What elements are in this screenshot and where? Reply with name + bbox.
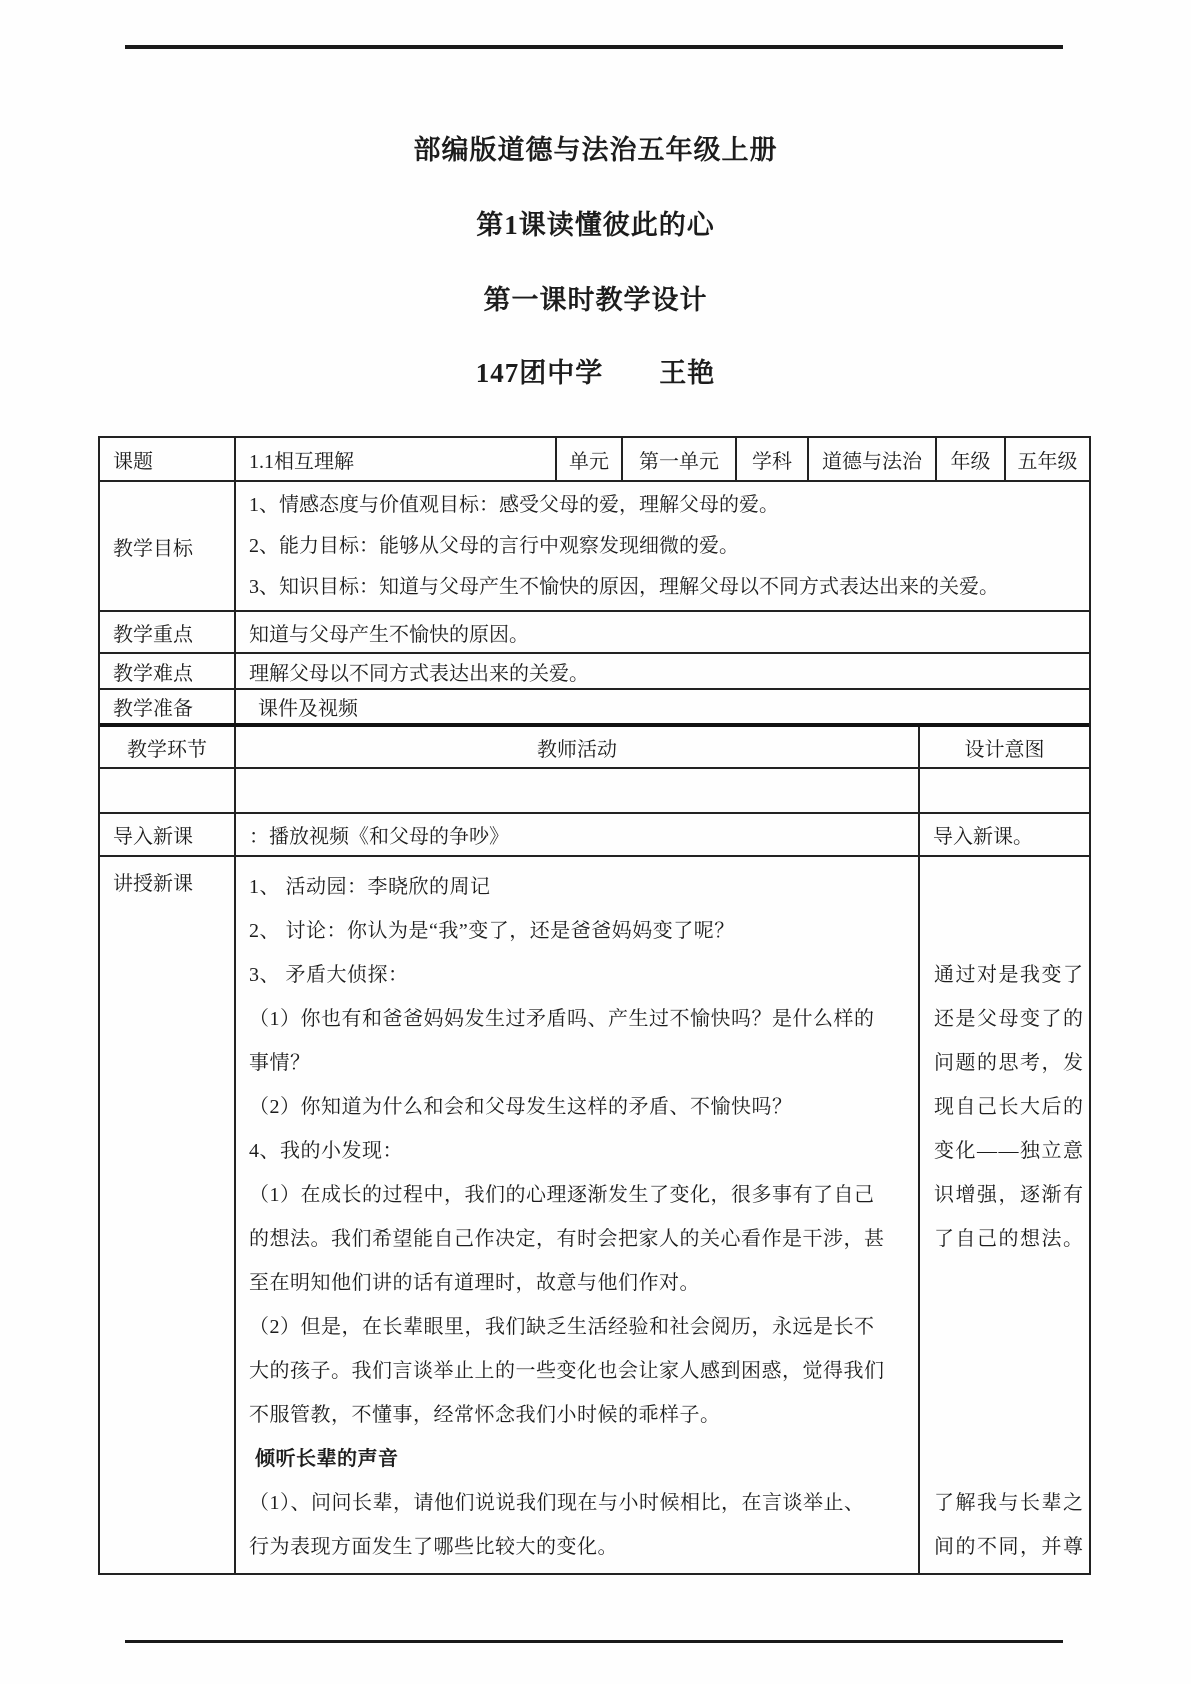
empty-activity-cell [234, 769, 918, 812]
teach-activity-lines [236, 857, 893, 1569]
topic-label: 课题 [113, 450, 153, 473]
empty-stage-cell [100, 769, 234, 812]
empty-intent-cell [918, 769, 1089, 812]
text-line: （1）你也有和爸爸妈妈发生过矛盾吗、产生过不愉快吗？是什么样的 [249, 1008, 875, 1030]
intro-activity: ：播放视频《和父母的争吵》 [234, 814, 918, 855]
text-line: （2）你知道为什么和会和父母发生这样的矛盾、不愉快吗？ [249, 1096, 793, 1118]
text-line: 3、知识目标：知道与父母产生不愉快的原因，理解父母以不同方式表达出来的关爱。 [249, 576, 999, 598]
teach-intent-paragraph-2 [934, 1481, 1085, 1569]
doc-title-period: 第一课时教学设计 [483, 285, 708, 315]
intro-stage: 导入新课 [113, 826, 193, 848]
stage-column-header: 教学环节 [127, 738, 207, 761]
table-row-topic [100, 438, 1089, 480]
table-row-section-header [100, 723, 1089, 767]
table-row-preparation [100, 688, 1089, 723]
subject-label: 学科 [735, 438, 807, 480]
table-row-focus [100, 610, 1089, 652]
text-line: 1、情感态度与价值观目标：感受父母的爱，理解父母的爱。 [249, 494, 779, 516]
lesson-plan-table [98, 436, 1091, 1575]
text-line: 4、我的小发现： [249, 1140, 403, 1162]
text-line: （2）但是，在长辈眼里，我们缺乏生活经验和社会阅历，永远是长不 [249, 1316, 875, 1338]
text-line: 还是父母变了的 [934, 1008, 1085, 1030]
topic-value: 1.1相互理解 [234, 438, 555, 480]
teach-activity [234, 857, 918, 1573]
text-line: 事情？ [249, 1052, 311, 1074]
text-line: （1）、问问长辈，请他们说说我们现在与小时候相比，在言谈举止、 [249, 1492, 865, 1514]
preparation-label: 教学准备 [113, 698, 193, 720]
text-line: 2、 讨论：你认为是“我”变了，还是爸爸妈妈变了呢？ [249, 920, 735, 942]
doc-title-author: 147团中学 王艳 [475, 358, 716, 388]
goals-lines [236, 482, 1009, 608]
text-line: 了自己的想法。 [934, 1228, 1085, 1250]
intent-column-header: 设计意图 [918, 727, 1089, 767]
text-line: 2、能力目标：能够从父母的言行中观察发现细微的爱。 [249, 535, 739, 557]
text-line: 不服管教，不懂事，经常怀念我们小时候的乖样子。 [249, 1404, 721, 1426]
table-row-difficulty [100, 652, 1089, 688]
doc-title-lesson: 第1课读懂彼此的心 [476, 210, 715, 240]
text-line: 3、 矛盾大侦探： [249, 964, 409, 986]
text-line: 现自己长大后的 [934, 1096, 1085, 1118]
text-line: 间的不同，并尊 [934, 1536, 1085, 1558]
text-line: 问题的思考，发 [934, 1052, 1085, 1074]
goals-content [234, 482, 1089, 610]
text-line: 倾听长辈的声音 [255, 1448, 399, 1470]
doc-title-book: 部编版道德与法治五年级上册 [413, 135, 778, 165]
top-divider-line [125, 45, 1063, 49]
table-row-teach [100, 855, 1089, 1573]
focus-content: 知道与父母产生不愉快的原因。 [234, 612, 1089, 652]
table-row-goals [100, 480, 1089, 610]
text-line: 至在明知他们讲的话有道理时，故意与他们作对。 [249, 1272, 700, 1294]
teach-stage: 讲授新课 [113, 873, 193, 895]
activity-column-header: 教师活动 [234, 727, 918, 767]
teach-intent-paragraph-1 [934, 953, 1085, 1261]
unit-value: 第一单元 [621, 438, 735, 480]
text-line: 1、 活动园：李晓欣的周记 [249, 876, 491, 898]
text-line: 通过对是我变了 [934, 964, 1085, 986]
bottom-divider-line [125, 1640, 1063, 1643]
text-line: 行为表现方面发生了哪些比较大的变化。 [249, 1536, 618, 1558]
text-line: 的想法。我们希望能自己作决定，有时会把家人的关心看作是干涉，甚 [249, 1228, 885, 1250]
focus-label: 教学重点 [113, 623, 193, 646]
text-line: 识增强，逐渐有 [934, 1184, 1085, 1206]
text-line: （1）在成长的过程中，我们的心理逐渐发生了变化，很多事有了自己 [249, 1184, 875, 1206]
table-row-intro [100, 812, 1089, 855]
unit-label: 单元 [555, 438, 621, 480]
grade-label: 年级 [935, 438, 1004, 480]
text-line: 了解我与长辈之 [934, 1492, 1085, 1514]
teach-intent [918, 857, 1089, 1573]
grade-value: 五年级 [1004, 438, 1089, 480]
text-line: 变化——独立意 [934, 1140, 1085, 1162]
difficulty-content: 理解父母以不同方式表达出来的关爱。 [234, 654, 1089, 688]
subject-value: 道德与法治 [807, 438, 935, 480]
difficulty-label: 教学难点 [113, 662, 193, 685]
preparation-content: 课件及视频 [234, 690, 1089, 723]
table-row-empty [100, 767, 1089, 812]
intro-intent: 导入新课。 [918, 814, 1089, 855]
text-line: 大的孩子。我们言谈举止上的一些变化也会让家人感到困惑，觉得我们 [249, 1360, 885, 1382]
goals-label: 教学目标 [113, 537, 193, 560]
